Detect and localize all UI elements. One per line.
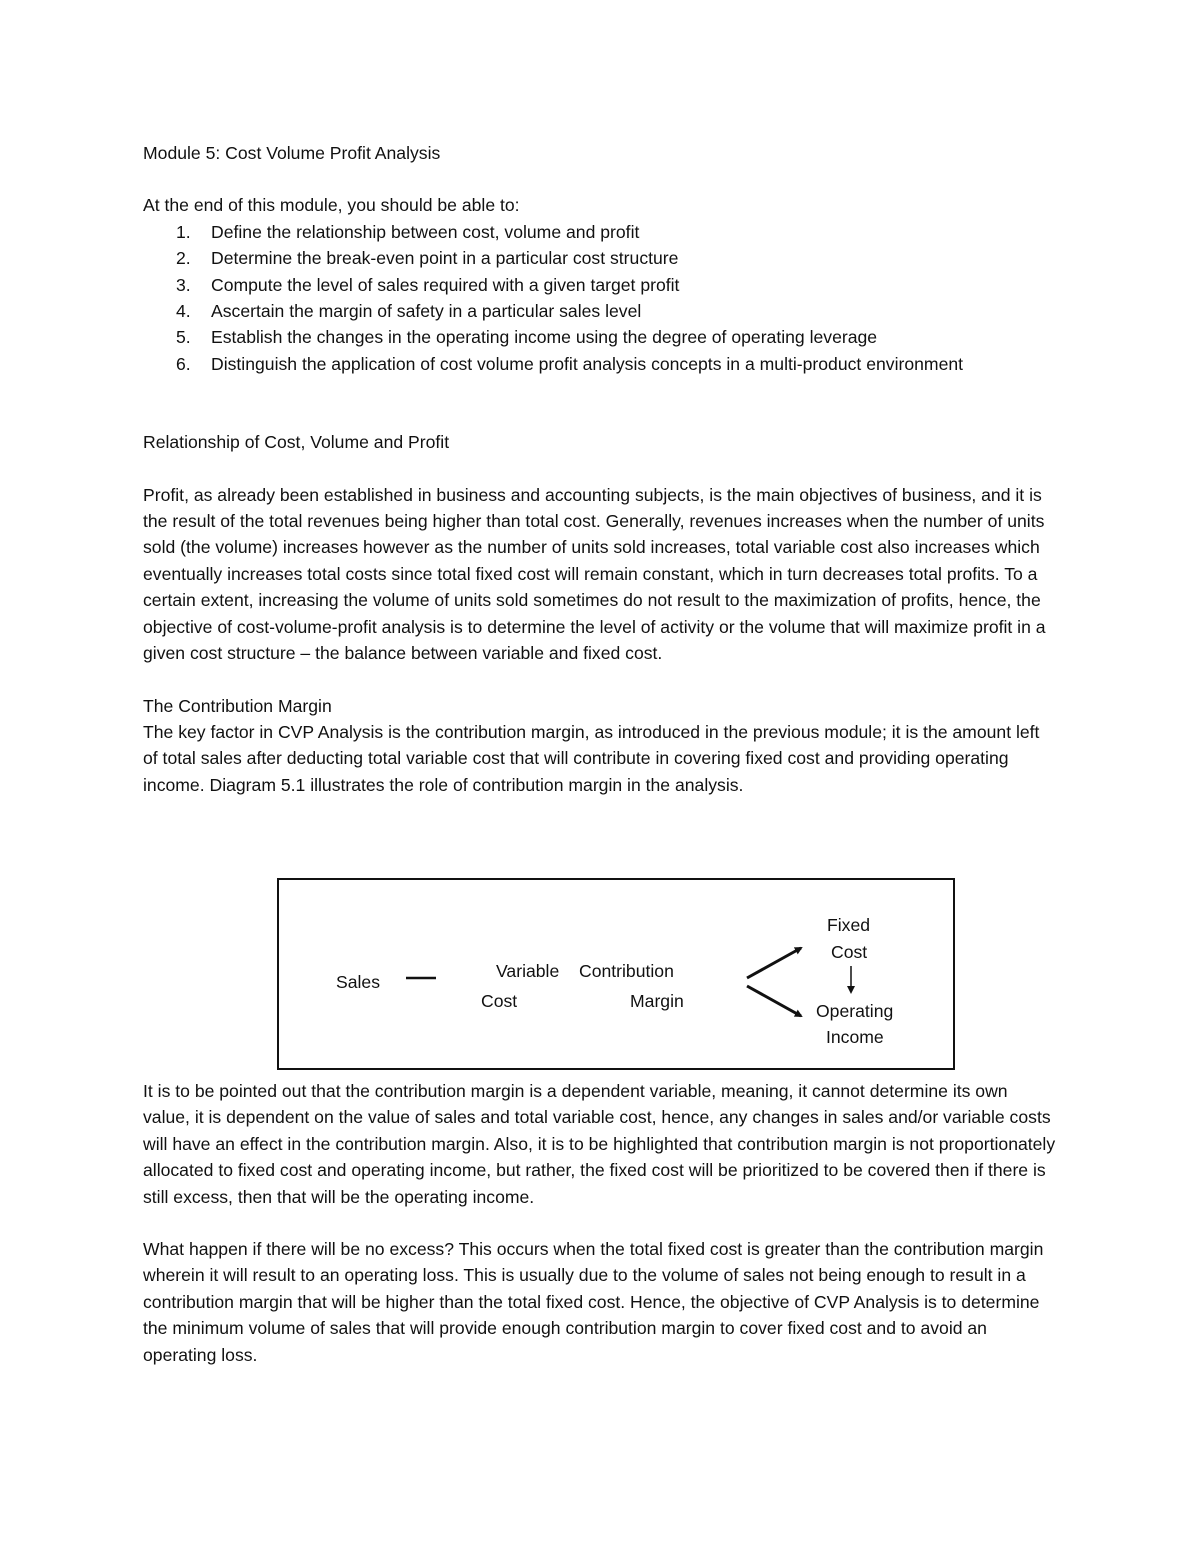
variable-cost-label-line2: Cost [481,991,518,1011]
arrow-to-fixed-cost [747,948,801,978]
list-item: 3. Compute the level of sales required with a given target profit [176,274,680,295]
document-page [143,140,1058,798]
diagram-5-1 [277,878,955,1070]
objectives-lead: At the end of this module, you should be able to: [143,195,520,216]
no-excess-paragraph: What happen if there will be no excess? This occurs when the total fixed cost is greater than the contribution margin wherein it will result to an operating loss. This is usually due to the volume of sales not being enough to result in a contribution margin that will be higher than the total fixed cost. Hence, the objective of CVP Analysis is to determine the minimum volume of sales that will provide enough contribution margin to cover fixed cost and to avoid an operating loss. [143,1239,1044,1365]
contribution-margin-paragraph: The key factor in CVP Analysis is the contribution margin, as introduced in the previous module; it is the amount left of total sales after deducting total variable cost that will contribute in covering fixed cost and providing operating income. Diagram 5.1 illustrates the role of contribution margin in the analysis. [143,721,1040,795]
section-heading-relationship: Relationship of Cost, Volume and Profit [143,432,450,453]
objectives-list [143,219,1058,377]
module-title: Module 5: Cost Volume Profit Analysis [143,143,441,163]
dependent-variable-paragraph: It is to be pointed out that the contribution margin is a dependent variable, meaning, it cannot determine its own value, it is dependent on the value of sales and total variable cost, hence, any changes in sales and/or variable costs will have an effect in the contribution margin. Also, it is to be highlighted that contribution margin is not proportionately allocated to fixed cost and operating income, but rather, the fixed cost will be prioritized to be covered then if there is still excess, then that will be the operating income. [143,1081,1056,1207]
section-heading-contribution-margin: The Contribution Margin [143,695,332,716]
list-item: 5. Establish the changes in the operating income using the degree of operating leverage [176,327,878,348]
variable-cost-label-line1: Variable [496,961,560,981]
contribution-margin-label-line1: Contribution [579,961,674,981]
contribution-margin-label-line2: Margin [630,991,684,1011]
operating-income-label-line2: Income [826,1027,884,1047]
list-item: 6. Distinguish the application of cost volume profit analysis concepts in a multi-product environment [176,353,964,374]
sales-label: Sales [336,972,381,992]
list-item: 4. Ascertain the margin of safety in a particular sales level [176,301,642,322]
fixed-cost-label-line2: Cost [831,942,868,962]
document-page-continued [143,1078,1058,1368]
arrow-to-operating-income [747,986,801,1016]
operating-income-label-line1: Operating [816,1001,894,1021]
relationship-paragraph: Profit, as already been established in business and accounting subjects, is the main objectives of business, and it is the result of the total revenues being higher than total cost. Generally, revenues increases when the number of units sold (the volume) increases however as the number of units sold increases, total variable cost also increases which eventually increases total costs since total fixed cost will remain constant, which in turn decreases total profits. To a certain extent, increasing the volume of units sold sometimes do not result to the maximization of profits, hence, the objective of cost-volume-profit analysis is to determine the level of activity or the volume that will maximize profit in a given cost structure – the balance between variable and fixed cost. [143,484,1046,664]
list-item: 1. Define the relationship between cost, volume and profit [176,221,640,242]
fixed-cost-label-line1: Fixed [827,915,871,935]
list-item: 2. Determine the break-even point in a particular cost structure [176,248,679,269]
